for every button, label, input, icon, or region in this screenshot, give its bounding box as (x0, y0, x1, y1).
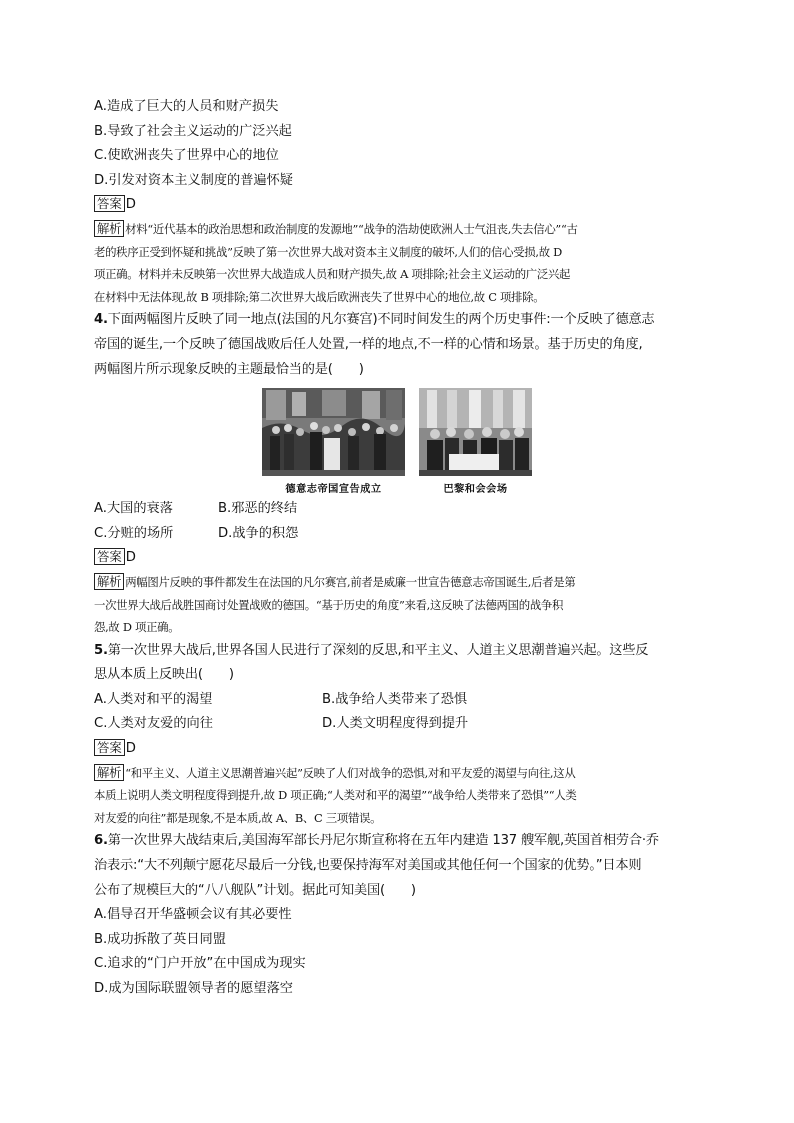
q5-option-d: D.人类文明程度得到提升 (322, 716, 469, 732)
q4-figures (94, 388, 700, 495)
question-number: 4. (94, 312, 108, 328)
q4-options-row1 (94, 497, 700, 522)
q4-option-b: B.邪恶的终结 (218, 501, 298, 517)
q3-option-c: C.使欧洲丧失了世界中心的地位 (94, 148, 279, 164)
figure-caption: 德意志帝国宣告成立 (285, 483, 382, 496)
analysis-text: 老的秩序正受到怀疑和挑战”反映了第一次世界大战对资本主义制度的破坏,人们的信心受损,故 D (94, 244, 562, 259)
analysis-text: 两幅图片反映的事件都发生在法国的凡尔赛宫,前者是威廉一世宣告德意志帝国诞生,后者是第 (125, 574, 576, 589)
q6-option-d: D.成为国际联盟领导者的愿望落空 (94, 981, 293, 996)
question-text: 公布了规模巨大的“八八舰队”计划。据此可知美国( ) (94, 882, 416, 898)
question-text: 思从本质上反映出( ) (94, 667, 234, 683)
question-text: 第一次世界大战后,世界各国人民进行了深刻的反思,和平主义、人道主义思潮普遍兴起。这些反 (107, 642, 649, 658)
figure-proclamation (262, 388, 405, 495)
q4-option-d: D.战争的积怨 (218, 525, 299, 541)
question-text: 下面两幅图片反映了同一地点(法国的凡尔赛宫)不同时间发生的两个历史事件:一个反映了德意志 (107, 312, 655, 328)
q5-analysis (94, 762, 700, 830)
q4-options-row2 (94, 522, 700, 547)
q3-analysis (94, 218, 700, 308)
peace-conference-photo (419, 388, 532, 476)
analysis-text: 本质上说明人类文明程度得到提升,故 D 项正确;“人类对和平的渴望”“战争给人类带来了恐惧”“人类 (94, 788, 577, 803)
exam-page (94, 95, 700, 1002)
answer-value: D (125, 197, 136, 213)
q3-option-a: A.造成了巨大的人员和财产损失 (94, 99, 279, 114)
figure-peace-conference (419, 388, 532, 495)
q5-answer (94, 737, 700, 762)
analysis-text: 怨,故 D 项正确。 (94, 620, 180, 635)
analysis-tag: 解析 (94, 764, 124, 781)
answer-value: D (125, 550, 136, 566)
proclamation-photo (262, 388, 405, 476)
q5-option-b: B.战争给人类带来了恐惧 (322, 691, 468, 707)
question-text: 帝国的诞生,一个反映了德国战败后任人处置,一样的地点,不一样的心情和场景。基于历史的角度, (94, 336, 643, 352)
analysis-tag: 解析 (94, 220, 124, 237)
q5-stem (94, 639, 700, 688)
analysis-text: 在材料中无法体现,故 B 项排除;第二次世界大战后欧洲丧失了世界中心的地位,故 C 项排除。 (94, 289, 545, 304)
q3-option-b: B.导致了社会主义运动的广泛兴起 (94, 123, 292, 139)
q5-option-a: A.人类对和平的渴望 (94, 691, 213, 707)
analysis-text: 对友爱的向往”都是现象,不是本质,故 A、B、C 三项错误。 (94, 810, 382, 825)
answer-tag: 答案 (94, 739, 125, 756)
question-text: 第一次世界大战结束后,美国海军部长丹尼尔斯宣称将在五年内建造 137 艘军舰,英国首相劳合·乔 (107, 833, 659, 849)
q4-answer (94, 546, 700, 571)
q3-option-d: D.引发对资本主义制度的普遍怀疑 (94, 172, 293, 188)
question-text: 治表示:“大不列颠宁愿花尽最后一分钱,也要保持海军对美国或其他任何一个国家的优势。”日本则 (94, 858, 642, 874)
analysis-text: “和平主义、人道主义思潮普遍兴起”反映了人们对战争的恐惧,对和平友爱的渴望与向往,这从 (125, 765, 576, 780)
q4-stem (94, 308, 700, 382)
question-number: 6. (94, 833, 108, 849)
q4-option-c: C.分赃的场所 (94, 525, 174, 541)
answer-tag: 答案 (94, 548, 125, 565)
q6-stem (94, 829, 700, 903)
analysis-text: 一次世界大战后战胜国商讨处置战败的德国。“基于历史的角度”来看,这反映了法德两国的战争积 (94, 597, 564, 612)
q4-option-a: A.大国的衰落 (94, 501, 173, 517)
question-text: 两幅图片所示现象反映的主题最恰当的是( ) (94, 361, 364, 377)
q4-analysis (94, 571, 700, 639)
analysis-tag: 解析 (94, 573, 124, 590)
figure-caption: 巴黎和会会场 (443, 483, 508, 496)
q5-options-row2 (94, 712, 700, 737)
question-number: 5. (94, 642, 108, 658)
analysis-text: 项正确。材料并未反映第一次世界大战造成人员和财产损失,故 A 项排除;社会主义运动的广泛兴起 (94, 267, 571, 282)
q6-option-a: A.倡导召开华盛顿会议有其必要性 (94, 907, 292, 923)
q5-option-c: C.人类对友爱的向往 (94, 716, 213, 732)
q3-answer (94, 193, 700, 218)
analysis-text: 材料“近代基本的政治思想和政治制度的发源地”“战争的浩劫使欧洲人士气沮丧,失去信心”“古 (125, 221, 578, 236)
q6-option-b: B.成功拆散了英日同盟 (94, 931, 226, 947)
q6-option-c: C.追求的“门户开放”在中国成为现实 (94, 956, 306, 972)
answer-tag: 答案 (94, 195, 125, 212)
answer-value: D (125, 741, 136, 757)
q5-options-row1 (94, 688, 700, 713)
